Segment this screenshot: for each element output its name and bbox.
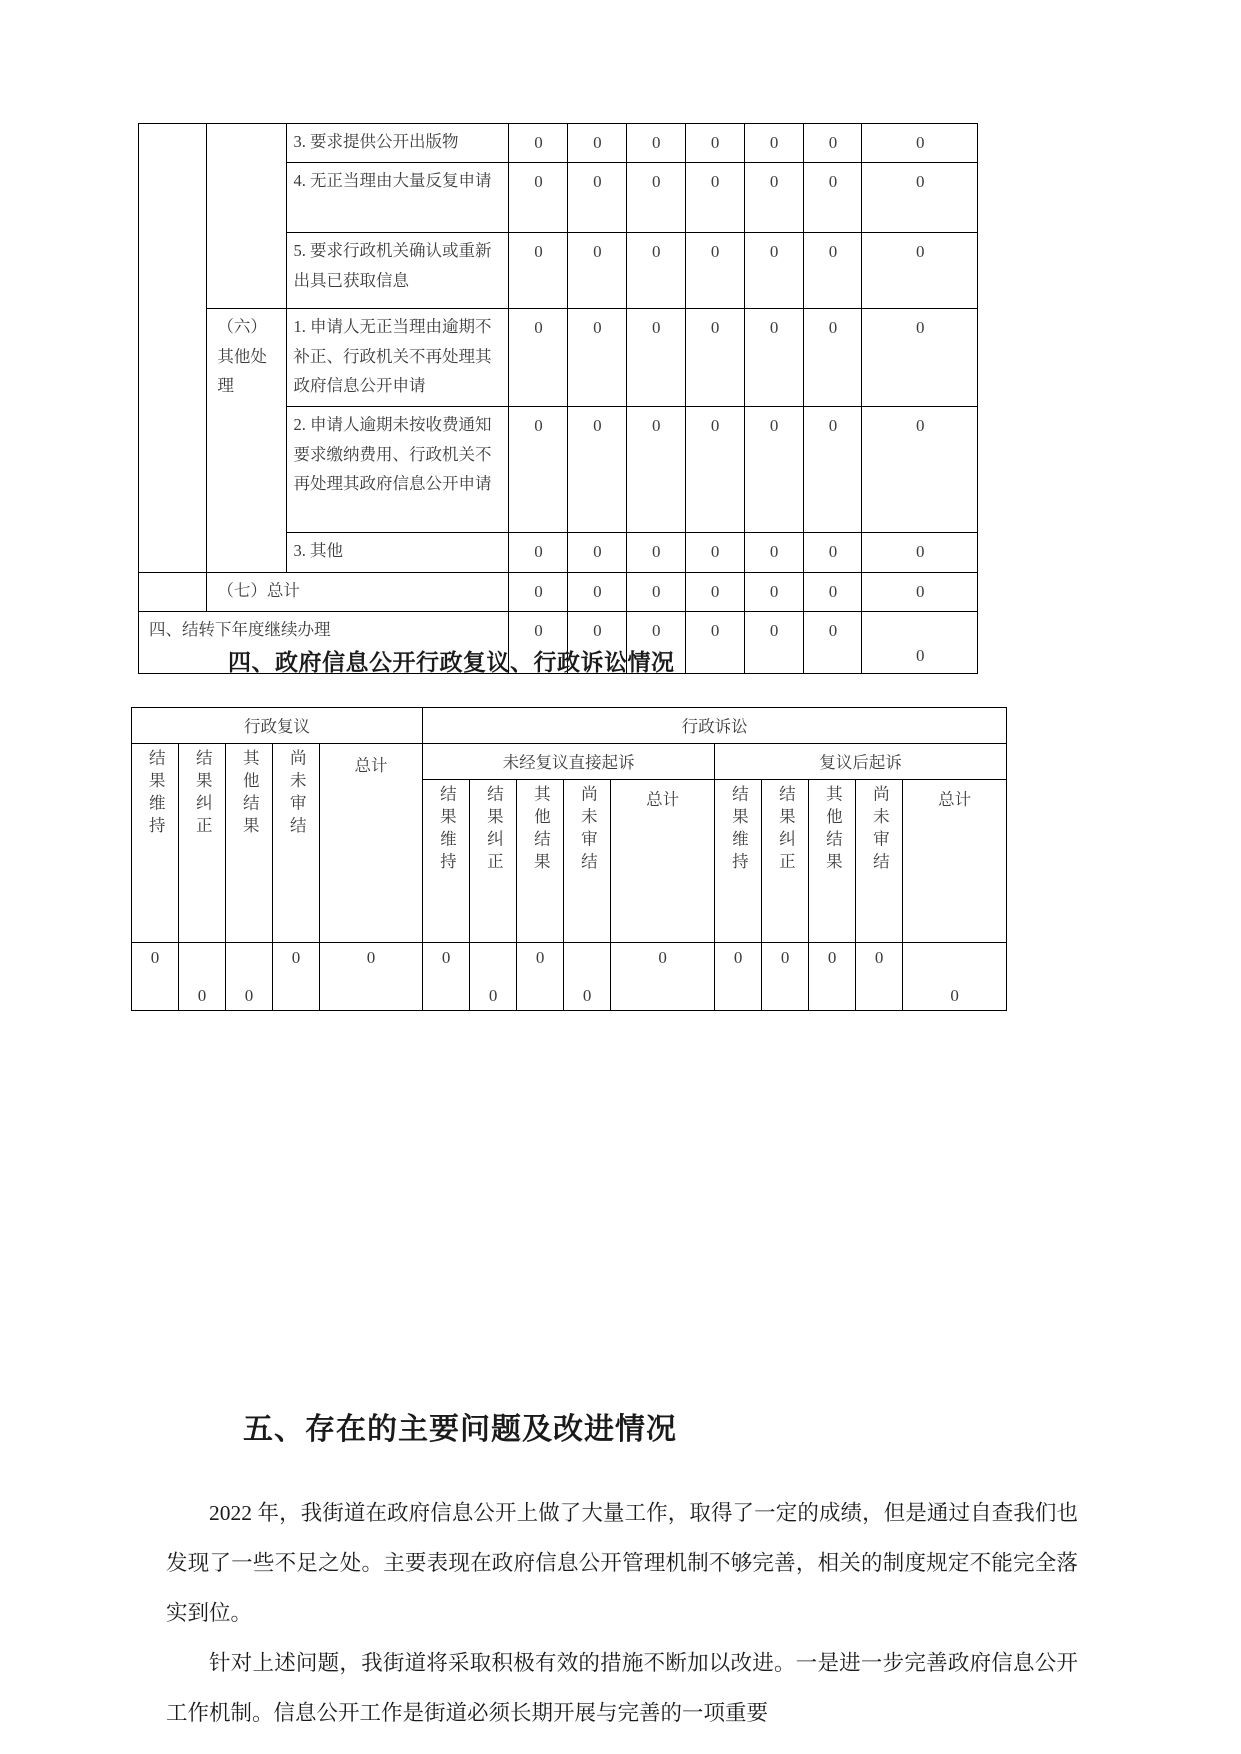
- item-label: 5. 要求行政机关确认或重新出具已获取信息: [287, 233, 509, 309]
- col-header-other-direct: 其他结果: [517, 780, 564, 943]
- cell-value: 0: [803, 309, 862, 407]
- cell-value: 0: [685, 533, 744, 572]
- paragraph-1: 2022 年，我街道在政府信息公开上做了大量工作，取得了一定的成绩，但是通过自查我们也发现了一些不足之处。主要表现在政府信息公开管理机制不够完善，相关的制度规定不能完全落实到位。: [166, 1501, 1078, 1625]
- section-heading-four: 四、政府信息公开行政复议、行政诉讼情况: [228, 649, 675, 675]
- col-header-pending-direct: 尚未审结: [564, 780, 611, 943]
- cell-value: 0: [509, 163, 568, 233]
- cell-value: 0: [744, 533, 803, 572]
- 行政复议行政诉讼情况表: [131, 707, 1007, 1011]
- col-header-total-reconsideration: 总计: [320, 744, 423, 943]
- cell-value: 0: [626, 572, 685, 611]
- cell-value: 0: [567, 309, 626, 407]
- col-header-corrected-after: 结果纠正: [762, 780, 809, 943]
- category-cell-empty: [207, 124, 287, 309]
- cell-value: 0: [564, 943, 611, 1011]
- table-header-band-1: [132, 708, 1007, 744]
- group-header-reconsideration: 行政复议: [132, 708, 423, 744]
- cell-value: 0: [715, 943, 762, 1011]
- cell-value: 0: [685, 163, 744, 233]
- col-header-corrected-reconsideration: 结果纠正: [179, 744, 226, 943]
- category-cell-other-handling: （六）其他处理: [207, 309, 287, 572]
- section-heading-five: 五、存在的主要问题及改进情况: [243, 1413, 677, 1446]
- cell-value: 0: [685, 407, 744, 533]
- cell-value: 0: [320, 943, 423, 1011]
- cell-value: 0: [626, 309, 685, 407]
- table-row-total: [139, 572, 978, 611]
- cell-value: 0: [626, 124, 685, 163]
- cell-value: 0: [862, 124, 978, 163]
- cell-value: 0: [744, 233, 803, 309]
- cell-value: 0: [626, 533, 685, 572]
- spine-cell: [139, 572, 207, 611]
- col-header-pending-reconsideration: 尚未审结: [273, 744, 320, 943]
- col-header-other-after: 其他结果: [809, 780, 856, 943]
- col-header-upheld-reconsideration: 结果维持: [132, 744, 179, 943]
- item-label: 4. 无正当理由大量反复申请: [287, 163, 509, 233]
- subgroup-header-after: 复议后起诉: [715, 744, 1007, 780]
- cell-value: 0: [809, 943, 856, 1011]
- cell-value: 0: [509, 533, 568, 572]
- cell-value: 0: [803, 533, 862, 572]
- 申请处理情况表-续: [138, 123, 978, 674]
- cell-value: 0: [685, 572, 744, 611]
- cell-value: 0: [509, 611, 568, 673]
- col-header-pending-after: 尚未审结: [856, 780, 903, 943]
- cell-value: 0: [762, 943, 809, 1011]
- cell-value: 0: [567, 407, 626, 533]
- subgroup-header-direct: 未经复议直接起诉: [423, 744, 715, 780]
- col-header-other-reconsideration: 其他结果: [226, 744, 273, 943]
- cell-value: 0: [744, 309, 803, 407]
- cell-value: 0: [862, 163, 978, 233]
- cell-value: 0: [803, 124, 862, 163]
- cell-value: 0: [744, 124, 803, 163]
- table-row: [139, 309, 978, 407]
- cell-value: 0: [567, 124, 626, 163]
- item-label: 1. 申请人无正当理由逾期不补正、行政机关不再处理其政府信息公开申请: [287, 309, 509, 407]
- cell-value: 0: [179, 943, 226, 1011]
- cell-value: 0: [744, 407, 803, 533]
- item-label: 3. 其他: [287, 533, 509, 572]
- col-header-total-direct: 总计: [611, 780, 715, 943]
- col-header-upheld-after: 结果维持: [715, 780, 762, 943]
- cell-value: 0: [862, 309, 978, 407]
- cell-value: 0: [862, 611, 978, 673]
- cell-value: 0: [509, 572, 568, 611]
- carryover-label: 四、结转下年度继续办理: [139, 611, 509, 673]
- cell-value: 0: [509, 124, 568, 163]
- cell-value: 0: [626, 163, 685, 233]
- cell-value: 0: [744, 163, 803, 233]
- cell-value: 0: [744, 572, 803, 611]
- cell-value: 0: [862, 407, 978, 533]
- paragraph-2: 针对上述问题，我街道将采取积极有效的措施不断加以改进。一是进一步完善政府信息公开工作机制。信息公开工作是街道必须长期开展与完善的一项重要: [166, 1650, 1078, 1725]
- cell-value: 0: [626, 233, 685, 309]
- cell-value: 0: [567, 611, 626, 673]
- col-header-corrected-direct: 结果纠正: [470, 780, 517, 943]
- cell-value: 0: [862, 533, 978, 572]
- cell-value: 0: [626, 407, 685, 533]
- cell-value: 0: [626, 611, 685, 673]
- cell-value: 0: [862, 572, 978, 611]
- cell-value: 0: [470, 943, 517, 1011]
- group-header-litigation: 行政诉讼: [423, 708, 1007, 744]
- cell-value: 0: [685, 309, 744, 407]
- item-label: 3. 要求提供公开出版物: [287, 124, 509, 163]
- cell-value: 0: [744, 611, 803, 673]
- cell-value: 0: [803, 572, 862, 611]
- cell-value: 0: [509, 309, 568, 407]
- cell-value: 0: [862, 233, 978, 309]
- cell-value: 0: [226, 943, 273, 1011]
- cell-value: 0: [803, 233, 862, 309]
- col-header-upheld-direct: 结果维持: [423, 780, 470, 943]
- total-label: （七）总计: [207, 572, 509, 611]
- cell-value: 0: [685, 611, 744, 673]
- item-label: 2. 申请人逾期未按收费通知要求缴纳费用、行政机关不再处理其政府信息公开申请: [287, 407, 509, 533]
- cell-value: 0: [567, 233, 626, 309]
- cell-value: 0: [803, 163, 862, 233]
- body-text-block: [166, 1489, 1078, 1738]
- cell-value: 0: [132, 943, 179, 1011]
- cell-value: 0: [517, 943, 564, 1011]
- cell-value: 0: [567, 533, 626, 572]
- cell-value: 0: [567, 163, 626, 233]
- cell-value: 0: [803, 407, 862, 533]
- spine-cell: [139, 124, 207, 573]
- table-row-data: [132, 943, 1007, 1011]
- col-header-total-after: 总计: [903, 780, 1007, 943]
- table-header-band-2: [132, 744, 1007, 780]
- cell-value: 0: [509, 407, 568, 533]
- table-row: [139, 124, 978, 163]
- cell-value: 0: [273, 943, 320, 1011]
- cell-value: 0: [685, 233, 744, 309]
- cell-value: 0: [567, 572, 626, 611]
- cell-value: 0: [903, 943, 1007, 1011]
- cell-value: 0: [509, 233, 568, 309]
- cell-value: 0: [803, 611, 862, 673]
- cell-value: 0: [685, 124, 744, 163]
- cell-value: 0: [856, 943, 903, 1011]
- cell-value: 0: [423, 943, 470, 1011]
- cell-value: 0: [611, 943, 715, 1011]
